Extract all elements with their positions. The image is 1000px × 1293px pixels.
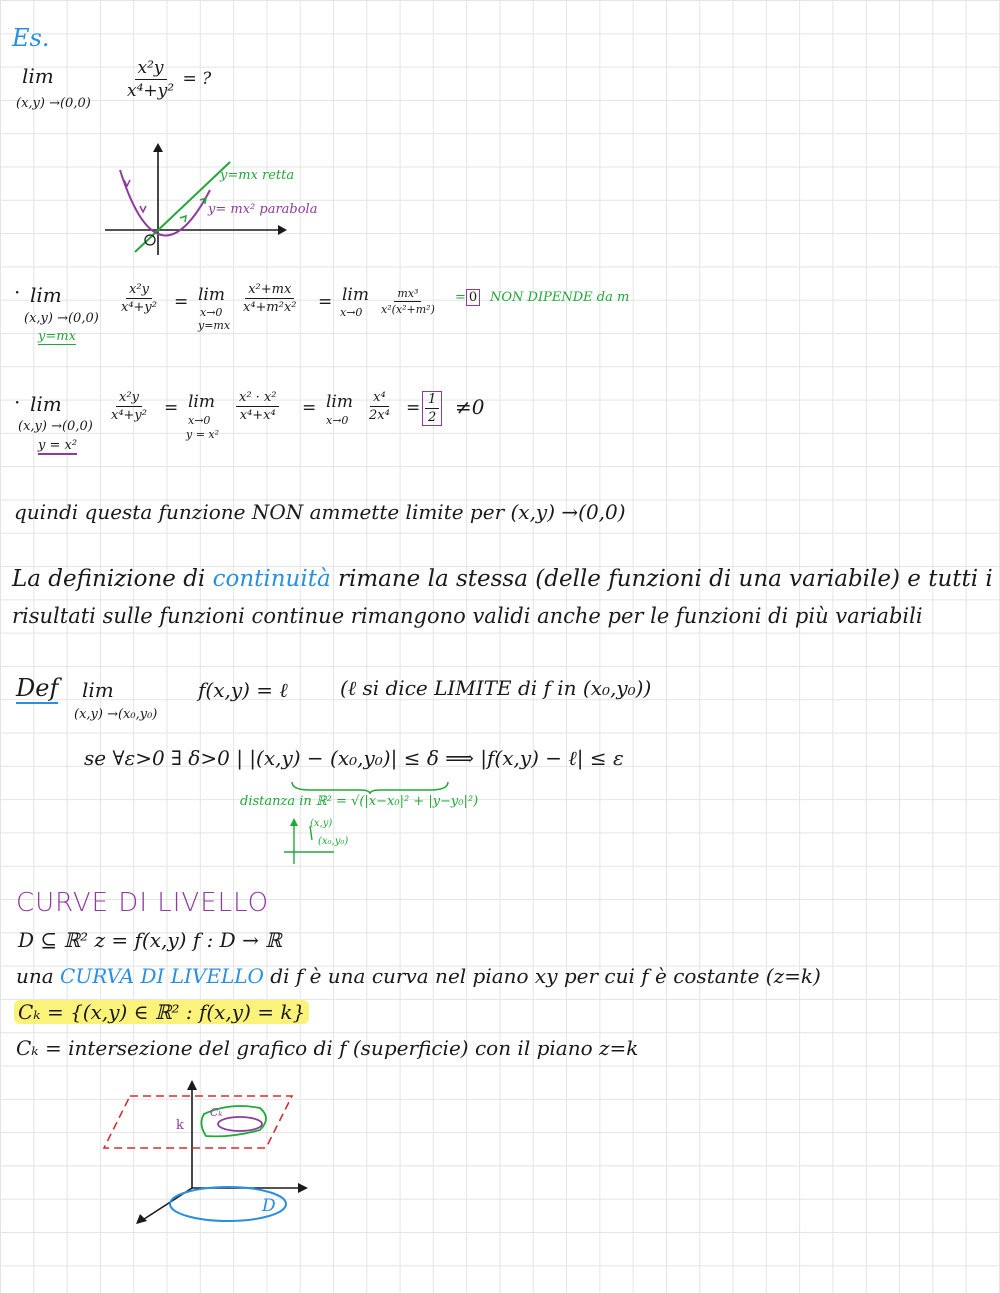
l1-result xyxy=(455,290,480,305)
l2-eq1: = xyxy=(164,398,179,418)
l2-frac1 xyxy=(108,390,150,423)
l1-cond: y=mx xyxy=(38,329,76,344)
def-lim: lim xyxy=(82,678,114,702)
level-def-word: CURVA DI LIVELLO xyxy=(60,964,264,988)
level-def-a: una xyxy=(16,964,54,988)
l1-f2-den: x⁴+m²x² xyxy=(243,300,297,315)
l1-eq2: = xyxy=(318,292,333,312)
def-pt2: (x₀,y₀) xyxy=(318,836,349,847)
level-set: Cₖ = {(x,y) ∈ ℝ² : f(x,y) = k} xyxy=(14,1000,309,1024)
def-distance: distanza in ℝ² = √(|x−x₀|² + |y−y₀|²) xyxy=(240,794,479,809)
parabola-label: y= mx² parabola xyxy=(208,202,318,217)
l1-sub2b: y=mx xyxy=(198,319,231,332)
example-num: x²y xyxy=(135,58,167,80)
l2-lim3: lim xyxy=(326,392,353,412)
continuity-a: La definizione di xyxy=(12,566,206,592)
l1-sub3: x→0 xyxy=(340,306,363,319)
l2-f1-num: x²y xyxy=(116,390,142,407)
l1-frac1 xyxy=(118,282,160,315)
def-fx: f(x,y) = ℓ xyxy=(198,678,288,702)
level-intersection: Cₖ = intersezione del grafico di f (superficie) con il piano z=k xyxy=(16,1036,639,1060)
l1-frac3 xyxy=(378,287,438,316)
level-def xyxy=(16,964,821,988)
sketch-line-parabola xyxy=(100,140,310,260)
l2-eq3: = xyxy=(406,398,421,418)
example-den: x⁴+y² xyxy=(127,81,175,101)
l2-f2-num: x² · x² xyxy=(236,390,279,407)
l1-f2-num: x²+mx xyxy=(245,282,294,299)
l1-eq3: = xyxy=(455,290,466,305)
l1-note: NON DIPENDE da m xyxy=(490,290,630,305)
l2-res-den: 2 xyxy=(428,410,437,425)
def-label: Def xyxy=(16,674,59,702)
norm-underbrace xyxy=(290,780,450,794)
l2-lim: lim xyxy=(30,392,62,416)
def-condition: se ∀ε>0 ∃ δ>0 | |(x,y) − (x₀,y₀)| ≤ δ ⟹ |f(x,y) − ℓ| ≤ ε xyxy=(84,746,624,770)
l1-f3-den: x²(x²+m²) xyxy=(381,303,435,316)
level-ck-label: Cₖ xyxy=(210,1106,223,1119)
l1-sub: (x,y) →(0,0) xyxy=(24,311,99,326)
l1-sub2a: x→0 xyxy=(200,306,223,319)
l2-lim2: lim xyxy=(188,392,215,412)
l2-cond: y = x² xyxy=(38,438,78,453)
l2-sub3: x→0 xyxy=(326,414,349,427)
level-curve-sketch xyxy=(100,1078,320,1228)
l1-lim2: lim xyxy=(198,285,225,305)
l2-sub2a: x→0 xyxy=(188,414,211,427)
l1-lim: lim xyxy=(30,283,62,307)
example-fraction xyxy=(124,58,211,101)
l1-f1-num: x²y xyxy=(126,282,152,299)
l1-f3-num: mx³ xyxy=(394,287,421,302)
line-label: y=mx retta xyxy=(220,168,295,183)
level-def-b: di f è una curva nel piano xy per cui f è costante (z=k) xyxy=(270,964,821,988)
lim-sub: (x,y) →(0,0) xyxy=(16,96,91,111)
level-d-label: D xyxy=(262,1196,276,1216)
conclusion-text: quindi questa funzione NON ammette limite per (x,y) →(0,0) xyxy=(14,500,626,524)
example-eq: = ? xyxy=(182,69,212,89)
l2-sub2b: y = x² xyxy=(186,428,220,441)
l2-f1-den: x⁴+y² xyxy=(111,408,147,423)
level-setup: D ⊆ ℝ² z = f(x,y) f : D → ℝ xyxy=(18,928,282,952)
level-k-label: k xyxy=(176,1118,184,1133)
l1-eq1: = xyxy=(174,292,189,312)
bullet-2: · xyxy=(14,390,21,414)
l2-frac2 xyxy=(236,390,279,423)
def-pt1: (x,y) xyxy=(310,818,333,829)
continuity-word: continuità xyxy=(212,566,331,592)
example-heading: Es. xyxy=(12,24,50,52)
l1-frac2 xyxy=(240,282,300,315)
lim-word: lim xyxy=(22,64,54,88)
bullet-1: · xyxy=(14,280,21,304)
l1-lim3: lim xyxy=(342,285,369,305)
l2-res-num: 1 xyxy=(425,392,439,409)
l2-result-box xyxy=(422,391,442,426)
l2-neq: ≠0 xyxy=(455,395,485,419)
l2-eq2: = xyxy=(302,398,317,418)
l1-f1-den: x⁴+y² xyxy=(121,300,157,315)
continuity-line-2: risultati sulle funzioni continue rimangono validi anche per le funzioni di più variabili xyxy=(12,604,923,628)
def-sub: (x,y) →(x₀,y₀) xyxy=(74,707,158,722)
level-title: CURVE DI LIVELLO xyxy=(16,888,270,918)
continuity-line-1 xyxy=(12,566,993,592)
l2-f2-den: x⁴+x⁴ xyxy=(239,408,276,423)
continuity-b: rimane la stessa (delle funzioni di una variabile) e tutti i xyxy=(337,566,993,592)
l2-sub: (x,y) →(0,0) xyxy=(18,419,93,434)
l2-f3-den: 2x⁴ xyxy=(369,408,390,423)
l1-result-box: 0 xyxy=(466,289,480,306)
l2-f3-num: x⁴ xyxy=(370,390,389,407)
def-note: (ℓ si dice LIMITE di f in (x₀,y₀)) xyxy=(340,676,652,700)
l2-frac3 xyxy=(366,390,393,423)
